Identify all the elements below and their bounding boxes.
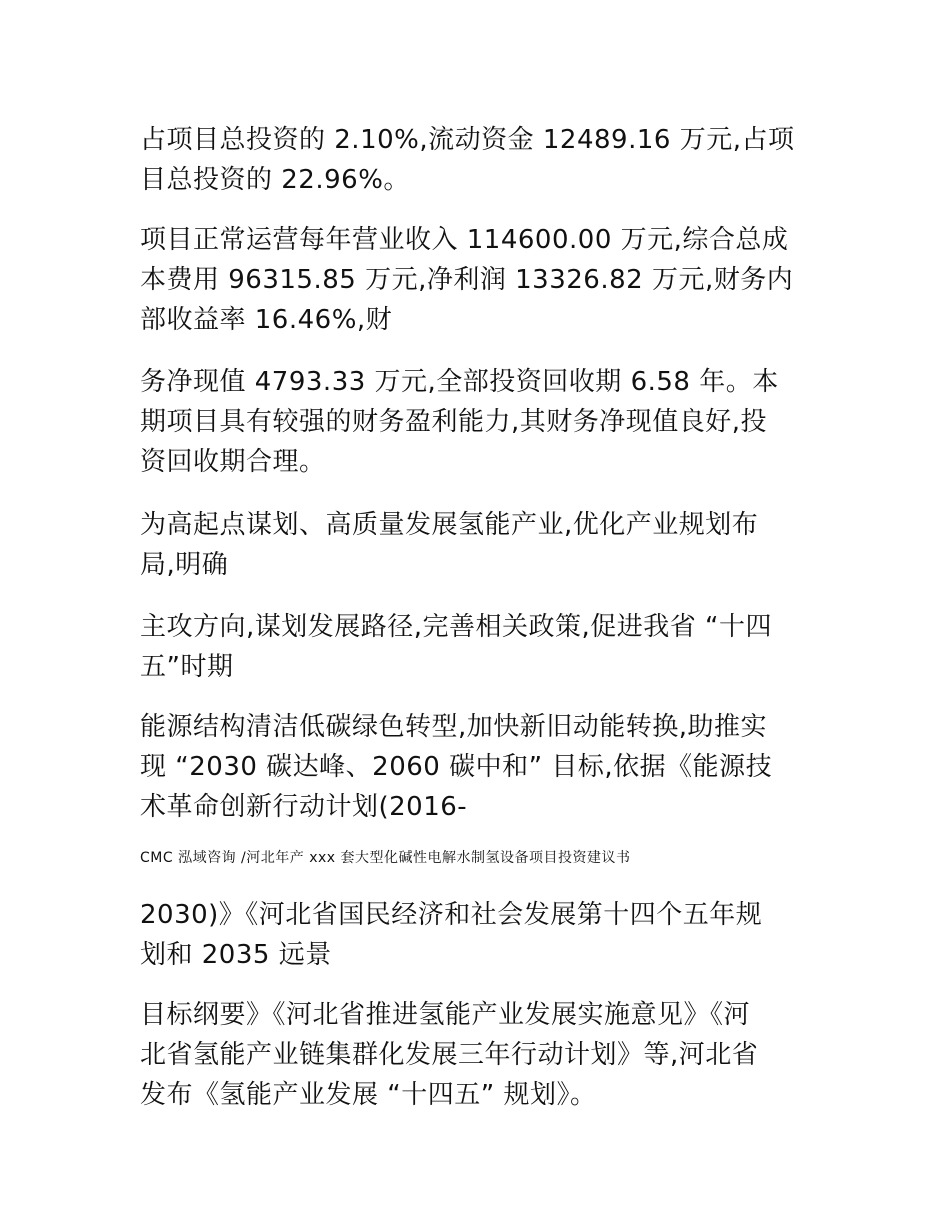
page-footer: CMC 泓域咨询 /河北年产 xxx 套大型化碱性电解水制氢设备项目投资建议书	[140, 850, 631, 866]
text-line: 期项目具有较强的财务盈利能力,其财务净现值良好,投	[140, 407, 768, 437]
text-line: 现 “2030 碳达峰、2060 碳中和” 目标,依据《能源技	[140, 752, 773, 782]
text-line: 目标纲要》《河北省推进氢能产业发展实施意见》《河	[140, 1000, 751, 1030]
paragraph-2	[140, 220, 820, 340]
text-line: 2030)》《河北省国民经济和社会发展第十四个五年规	[140, 900, 763, 930]
text-line: 部收益率 16.46%,财	[140, 305, 393, 335]
text-line: 划和 2035 远景	[140, 940, 332, 970]
text-line: 发布《氢能产业发展 “十四五” 规划》。	[140, 1080, 597, 1110]
text-line: 务净现值 4793.33 万元,全部投资回收期 6.58 年。本	[140, 367, 779, 397]
text-line: 项目正常运营每年营业收入 114600.00 万元,综合总成	[140, 225, 789, 255]
text-line: 占项目总投资的 2.10%,流动资金 12489.16 万元,占项	[140, 125, 795, 155]
text-line: 术革命创新行动计划(2016-	[140, 792, 468, 822]
text-line: 局,明确	[140, 550, 229, 580]
paragraph-8	[140, 995, 820, 1115]
text-line: 北省氢能产业链集群化发展三年行动计划》等,河北省	[140, 1040, 759, 1070]
text-line: 目总投资的 22.96%。	[140, 165, 410, 195]
text-line: 本费用 96315.85 万元,净利润 13326.82 万元,财务内	[140, 265, 794, 295]
paragraph-7	[140, 895, 820, 975]
text-line: 五”时期	[140, 652, 234, 682]
text-line: 为高起点谋划、高质量发展氢能产业,优化产业规划布	[140, 510, 759, 540]
paragraph-4	[140, 505, 820, 585]
paragraph-6	[140, 707, 820, 827]
paragraph-1	[140, 120, 820, 200]
text-line: 主攻方向,谋划发展路径,完善相关政策,促进我省 “十四	[140, 612, 773, 642]
paragraph-5	[140, 607, 820, 687]
text-line: 能源结构清洁低碳绿色转型,加快新旧动能转换,助推实	[140, 712, 768, 742]
text-line: 资回收期合理。	[140, 447, 326, 477]
paragraph-3	[140, 362, 820, 482]
